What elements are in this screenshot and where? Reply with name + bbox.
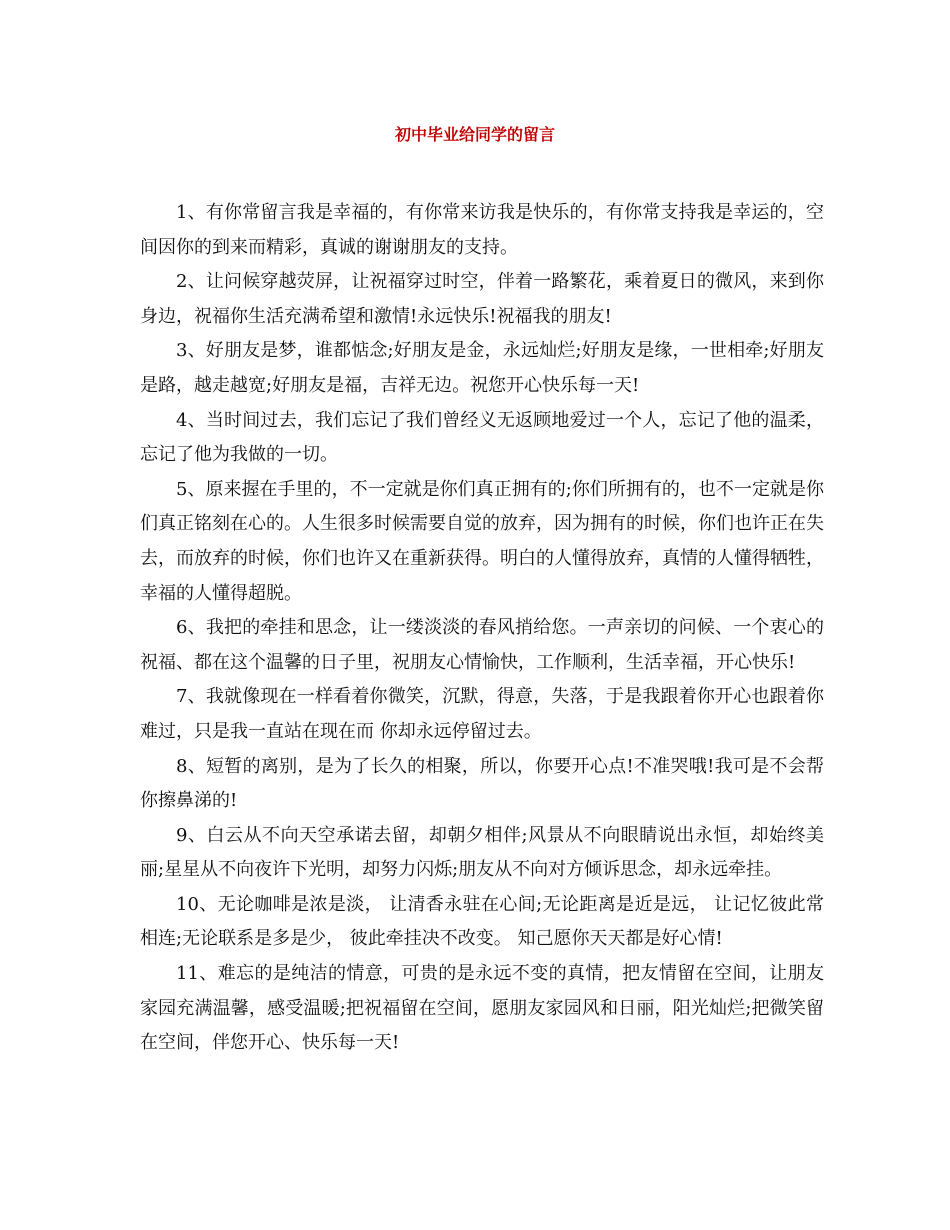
paragraph-3: 3、好朋友是梦，谁都惦念;好朋友是金，永远灿烂;好朋友是缘，一世相牵;好朋友是路，越走越宽;好朋友是福，吉祥无边。祝您开心快乐每一天! xyxy=(140,340,824,396)
paragraph-6: 6、我把的牵挂和思念，让一缕淡淡的春风捎给您。一声亲切的问候、一个衷心的祝福、都在这个温馨的日子里，祝朋友心情愉快，工作顺利，生活幸福，开心快乐! xyxy=(140,617,824,673)
paragraph-10: 10、无论咖啡是浓是淡， 让清香永驻在心间;无论距离是近是远， 让记忆彼此常相连;无论联系是多是少， 彼此牵挂决不改变。 知己愿你天天都是好心情! xyxy=(140,893,824,950)
paragraph-4: 4、当时间过去，我们忘记了我们曾经义无返顾地爱过一个人，忘记了他的温柔，忘记了他为我做的一切。 xyxy=(140,409,824,466)
paragraph-1: 1、有你常留言我是幸福的，有你常来访我是快乐的，有你常支持我是幸运的，空间因你的到来而精彩，真诚的谢谢朋友的支持。 xyxy=(140,202,824,258)
document-body xyxy=(140,196,824,1061)
paragraph-2: 2、让问候穿越荧屏，让祝福穿过时空，伴着一路繁花，乘着夏日的微风，来到你身边，祝福你生活充满希望和激情!永远快乐!祝福我的朋友! xyxy=(140,271,824,327)
paragraph-7: 7、我就像现在一样看着你微笑，沉默，得意，失落，于是我跟着你开心也跟着你难过，只是我一直站在现在而 你却永远停留过去。 xyxy=(140,686,824,742)
paragraph-11: 11、难忘的是纯洁的情意，可贵的是永远不变的真情，把友情留在空间，让朋友家园充满温馨，感受温暖;把祝福留在空间，愿朋友家园风和日丽，阳光灿烂;把微笑留在空间，伴您开心、快乐每一天! xyxy=(140,963,824,1054)
document-title: 初中毕业给同学的留言 xyxy=(394,125,555,144)
paragraph-8: 8、短暂的离别，是为了长久的相聚，所以，你要开心点!不准哭哦!我可是不会帮你擦鼻涕的! xyxy=(140,755,824,812)
paragraph-9: 9、白云从不向天空承诺去留，却朝夕相伴;风景从不向眼睛说出永恒，却始终美丽;星星从不向夜许下光明，却努力闪烁;朋友从不向对方倾诉思念，却永远牵挂。 xyxy=(140,824,824,881)
paragraph-5: 5、原来握在手里的，不一定就是你们真正拥有的;你们所拥有的，也不一定就是你们真正铭刻在心的。人生很多时候需要自觉的放弃，因为拥有的时候，你们也许正在失去，而放弃的时候，你们也许又在重新获得。明白的人懂得放弃，真情的人懂得牺牲，幸福的人懂得超脱。 xyxy=(140,478,824,604)
